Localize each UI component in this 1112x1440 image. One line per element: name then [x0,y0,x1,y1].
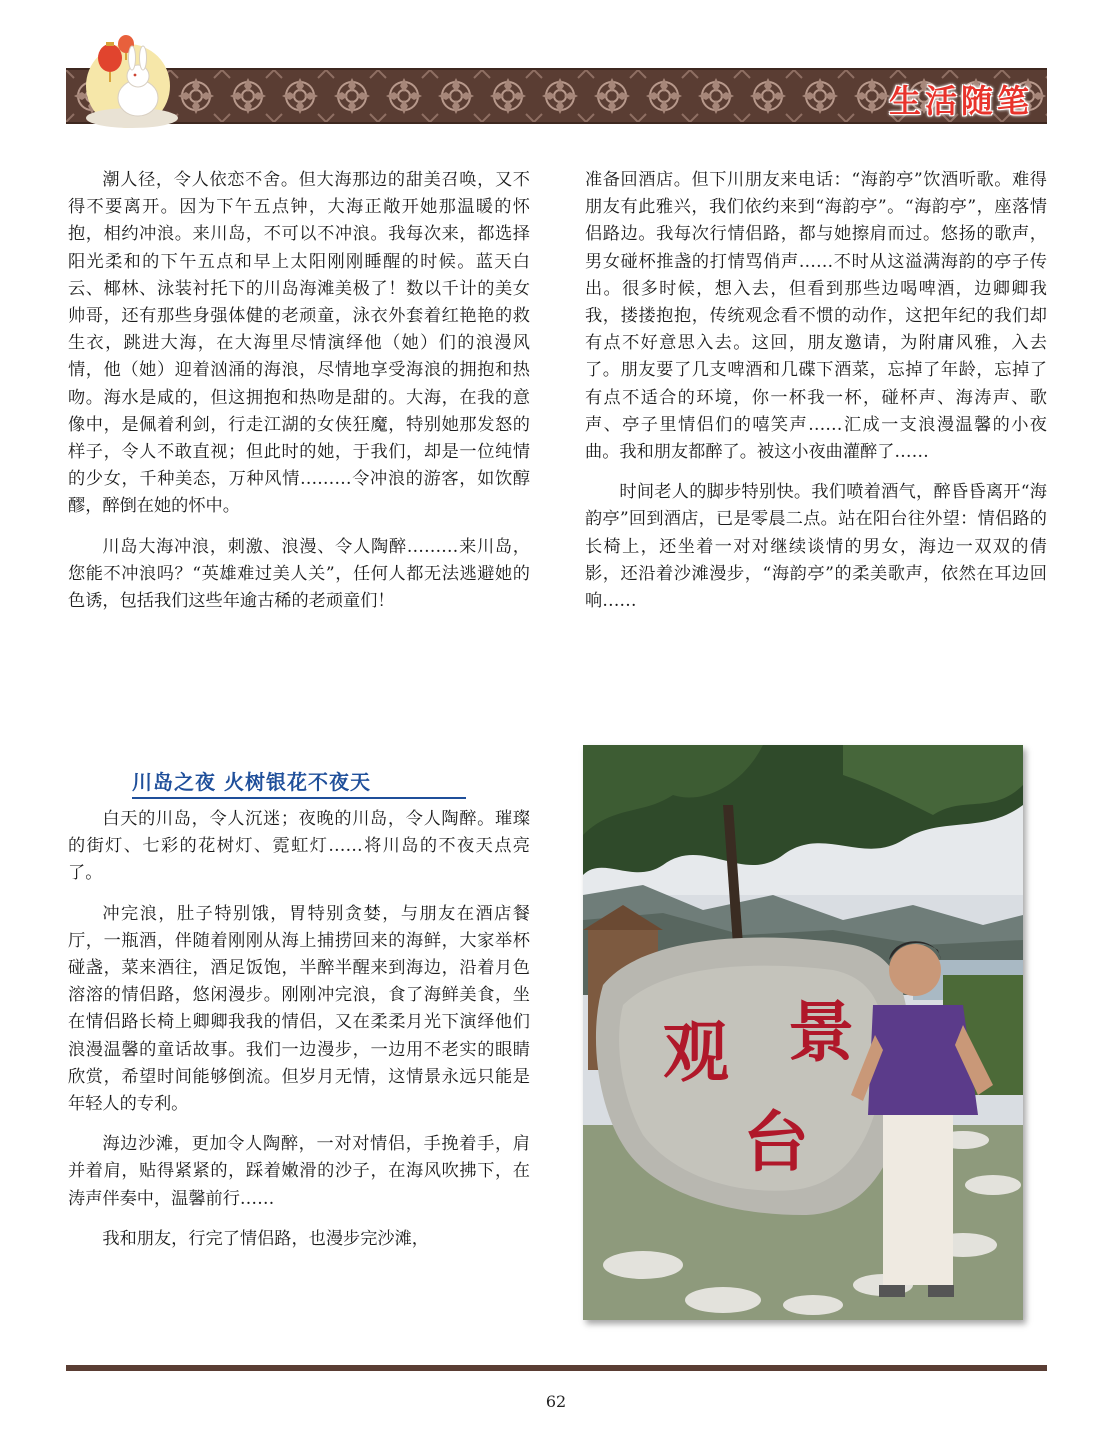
paragraph: 海边沙滩，更加令人陶醉，一对对情侣，手挽着手，肩并着肩，贴得紧紧的，踩着嫩滑的沙子，在海风吹拂下，在涛声伴奏中，温馨前行…… [68,1134,530,1209]
section-title: 生活随笔 [888,82,1033,120]
photo-viewing-platform [583,745,1023,1320]
page-number: 62 [545,1392,567,1411]
paragraph: 我和朋友，行完了情侣路，也漫步完沙滩， [102,1228,429,1249]
paragraph: 冲完浪，肚子特别饿，胃特别贪婪，与朋友在酒店餐厅，一瓶酒，伴随着刚刚从海上捕捞回来的海鲜，大家举杯碰盏，菜来酒往，酒足饭饱，半醉半醒来到海边，沿着月色溶溶的情侣路，悠闲漫步。刚刚冲完浪，食了海鲜美食，坐在情侣路长椅上卿卿我我的情侣，又在柔柔月光下演绎他们浪漫温馨的童话故事。我们一边漫步，一边用不老实的眼睛欣赏，希望时间能够倒流。但岁月无情，这情景永远只能是年轻人的专利。 [68,903,530,1115]
footer-rule [66,1365,1047,1371]
paragraph: 川岛大海冲浪，刺激、浪漫、令人陶醉………来川岛，您能不冲浪吗？“英雄难过美人关”，任何人都无法逃避她的色诱，包括我们这些年逾古稀的老顽童们！ [68,536,530,612]
paragraph: 时间老人的脚步特别快。我们喷着酒气，醉昏昏离开“海韵亭”回到酒店，已是零晨二点。站在阳台往外望：情侣路的长椅上，还坐着一对对继续谈情的男女，海边一双双的倩影，还沿着沙滩漫步，“海韵亭”的柔美歌声，依然在耳边回响…… [585,482,1047,612]
left-column [68,167,530,628]
photo-illustration [583,745,1023,1320]
rock-character-3: 台 [743,1103,809,1181]
rock-character-2: 景 [788,993,854,1071]
header-band [66,68,1047,124]
right-column [585,167,1047,628]
rock-character-1: 观 [663,1013,729,1091]
paragraph: 白天的川岛，令人沉迷；夜晚的川岛，令人陶醉。璀璨的街灯、七彩的花树灯、霓虹灯……将川岛的不夜天点亮了。 [68,809,530,884]
paragraph: 潮人径，令人依恋不舍。但大海那边的甜美召唤，又不得不要离开。因为下午五点钟，大海正敞开她那温暖的怀抱，相约冲浪。来川岛，不可以不冲浪。我每次来，都选择阳光柔和的下午五点和早上太阳刚刚睡醒的时候。蓝天白云、椰林、泳装衬托下的川岛海滩美极了！数以千计的美女帅哥，还有那些身强体健的老顽童，泳衣外套着红艳艳的救生衣，跳进大海，在大海里尽情演绎他（她）们的浪漫风情，他（她）迎着汹涌的海浪，尽情地享受海浪的拥抱和热吻。海水是咸的，但这拥抱和热吻是甜的。大海，在我的意像中，是佩着利剑，行走江湖的女侠狂魔，特别她那发怒的样子，令人不敢直视；但此时的她，于我们，却是一位纯情的少女，千种美态，万种风情………令冲浪的游客，如饮醇醪，醉倒在她的怀中。 [68,170,530,517]
rabbit-lantern-logo [80,28,180,132]
paragraph: 准备回酒店。但下川朋友来电话：“海韵亭”饮酒听歌。难得朋友有此雅兴，我们依约来到“海韵亭”。“海韵亭”，座落情侣路边。我每次行情侣路，都与她擦肩而过。悠扬的歌声，男女碰杯推盏的打情骂俏声……不时从这溢满海韵的亭子传出。很多时候，想入去，但看到那些边喝啤酒，边卿卿我我，搂搂抱抱，传统观念看不惯的动作，这把年纪的我们却有点不好意思入去。这回，朋友邀请，为附庸风雅，入去了。朋友要了几支啤酒和几碟下酒菜，忘掉了年龄，忘掉了有点不适合的环境，你一杯我一杯，碰杯声、海涛声、歌声、亭子里情侣们的嘻笑声……汇成一支浪漫温馨的小夜曲。我和朋友都醉了。被这小夜曲灌醉了…… [585,170,1047,463]
left-column-section [68,806,530,1266]
section-heading: 川岛之夜 火树银花不夜天 [132,766,466,799]
